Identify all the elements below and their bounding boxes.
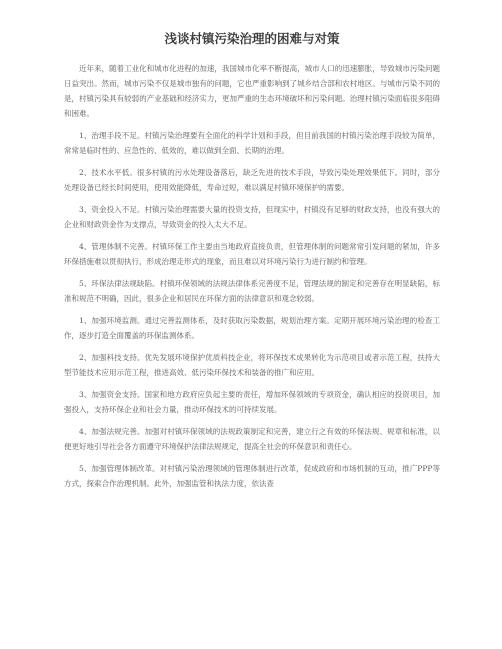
countermeasure-paragraph-5: 5、加强管理体制改革。对村镇污染治理领域的管理体制进行改革，促成政府和市场机制的互动，推广PPP等方式，探索合作治理机制。此外，加强监管和执法力度，依法查 [64,464,440,488]
difficulty-paragraph-2: 2、技术水平低。很多村镇的污水处理设备落后，缺乏先进的技术手段，导致污染处理效果低下。同时，部分处理设备已经长时间使用，使用效能降低，寿命过短，难以满足村镇环境保护的需要。 [64,168,440,192]
countermeasure-paragraph-2: 2、加强科技支持。优先发展环境保护优质科技企业，将环保技术成果转化为示范项目或者示范工程，扶持大型节能技术应用示范工程，推进高效、低污染环保技术和装备的推广和应用。 [64,353,440,377]
difficulty-paragraph-4: 4、管理体制不完善。村镇环保工作主要由当地政府直接负责，但管理体制的问题常常引发问题的紧加，许多环保措施难以贯彻执行，形成治理走形式的现象，而且难以对环境污染行为进行制约和管理。 [64,242,440,266]
intro-paragraph: 近年来，随着工业化和城市化进程的加速，我国城市化率不断提高，城市人口的迅速膨胀，导致城市污染问题日益突出。然而，城市污染不仅是城市独有的问题，它也严重影响到了城乡结合部和农村地区。与城市污染不同的是，村镇污染具有较弱的产业基础和经济实力，更加严重的生态环境破坏和污染问题。治理村镇污染面临很多阻碍和困难。 [64,64,440,118]
document-title: 浅谈村镇污染治理的困难与对策 [164,31,340,46]
difficulty-paragraph-5: 5、环保法律法规缺陷。村镇环保领域的法规法律体系完善度不足，管理法规的制定和完善存在明显缺陷，标准和规范不明确，因此，很多企业和居民在环保方面的法律意识和观念较弱。 [64,279,440,303]
countermeasure-paragraph-3: 3、加强资金支持。国家和地方政府应负起主要的责任，增加环保领域的专项资金，确认相应的投资项目，加强投入，支持环保企业和社会力量，推动环保技术的可持续发展。 [64,390,440,414]
difficulty-paragraph-3: 3、资金投入不足。村镇污染治理需要大量的投资支持，但现实中，村镇没有足够的财政支持，也没有强大的企业和财政资金作为支撑点，导致资金的投入太大不足。 [64,205,440,229]
difficulty-paragraph-1: 1、治理手段不足。村镇污染治理要有全面化的科学计划和手段，但目前我国的村镇污染治理手段较为简单，常常是临时性的、应急性的、低效的，难以做到全面、长期的治理。 [64,131,440,155]
countermeasure-paragraph-4: 4、加强法规完善。加强对村镇环保领域的法规政策制定和完善，建立行之有效的环保法规、规章和标准，以便更好地引导社会各方面遵守环境保护法律法规规定，提高全社会的环保意识和责任心。 [64,427,440,451]
countermeasure-paragraph-1: 1、加强环境监测。通过完善监测体系，及时获取污染数据，规划治理方案。定期开展环境污染治理的检查工作，逐步打造全面覆盖的环保监测体系。 [64,316,440,340]
